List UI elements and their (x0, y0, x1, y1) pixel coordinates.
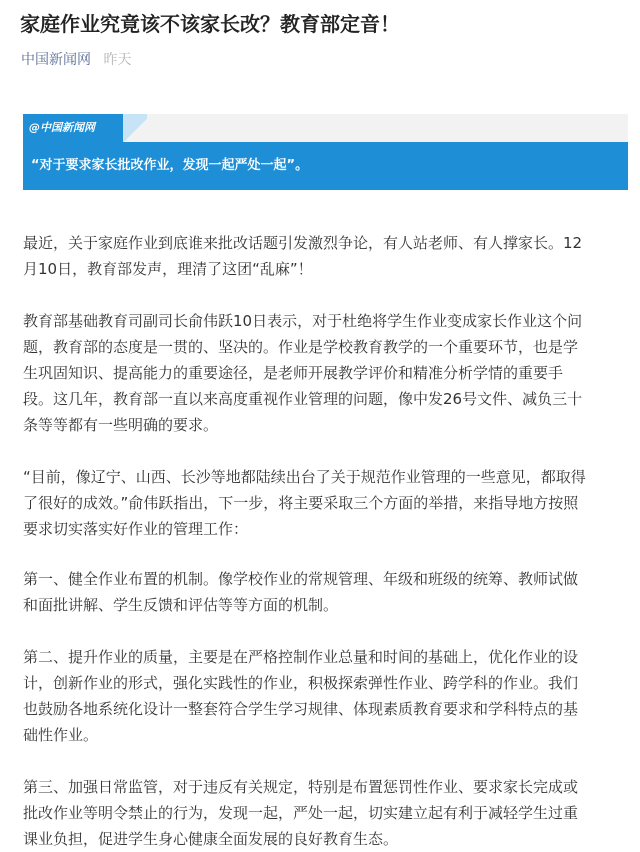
paragraph-line: 了很好的成效。”俞伟跃指出，下一步，将主要采取三个方面的举措，来指导地方按照 (23, 494, 579, 512)
paragraph-line: “目前，像辽宁、山西、长沙等地都陆续出台了关于规范作业管理的一些意见，都取得 (23, 468, 586, 486)
paragraph-6 (23, 774, 635, 852)
paragraph-line: 最近，关于家庭作业到底谁来批改话题引发激烈争论，有人站老师、有人撑家长。12 (23, 234, 583, 252)
paragraph-line: 第一、健全作业布置的机制。像学校作业的常规管理、年级和班级的统筹、教师试做 (23, 570, 579, 588)
quote-bar (23, 142, 628, 190)
paragraph-line: 第三、加强日常监管，对于违反有关规定，特别是布置惩罚性作业、要求家长完成或 (23, 778, 579, 796)
article-meta (21, 50, 131, 70)
paragraph-line: 要求切实落实好作业的管理工作： (23, 520, 249, 538)
article-title: 家庭作业究竟该不该家长改？教育部定音！ (20, 12, 400, 36)
paragraph-3 (23, 464, 635, 542)
paragraph-line: 条等等都有一些明确的要求。 (23, 416, 219, 434)
paragraph-line: 计，创新作业的形式，强化实践性的作业，积极探索弹性作业、跨学科的作业。我们 (23, 674, 579, 692)
paragraph-line: 题，教育部的态度是一贯的、坚决的。作业是学校教育教学的一个重要环节，也是学 (23, 338, 579, 356)
paragraph-line: 批改作业等明令禁止的行为，发现一起，严处一起，切实建立起有利于减轻学生过重 (23, 804, 579, 822)
paragraph-line: 生巩固知识、提高能力的重要途径，是老师开展教学评价和精准分析学情的重要手 (23, 364, 564, 382)
paragraph-4 (23, 566, 635, 618)
quote-tag: @中国新闻网 (23, 114, 123, 142)
paragraph-2 (23, 308, 635, 438)
paragraph-5 (23, 644, 635, 748)
paragraph-line: 和面批讲解、学生反馈和评估等等方面的机制。 (23, 596, 339, 614)
paragraph-line: 课业负担，促进学生身心健康全面发展的良好教育生态。 (23, 830, 399, 848)
paragraph-line: 月10日，教育部发声，理清了这团“乱麻”！ (23, 260, 313, 278)
paragraph-line: 第二、提升作业的质量，主要是在严格控制作业总量和时间的基础上，优化作业的设 (23, 648, 579, 666)
source-link[interactable]: 中国新闻网 (21, 52, 91, 68)
paragraph-1 (23, 230, 635, 282)
quote-card (23, 114, 628, 190)
quote-text: “对于要求家长批改作业，发现一起严处一起”。 (31, 158, 309, 173)
paragraph-line: 也鼓励各地系统化设计一整套符合学生学习规律、体现素质教育要求和学科特点的基 (23, 700, 579, 718)
publish-time: 昨天 (103, 52, 132, 68)
quote-tag-stripe (123, 114, 147, 142)
paragraph-line: 段。这几年，教育部一直以来高度重视作业管理的问题，像中发26号文件、减负三十 (23, 390, 583, 408)
paragraph-line: 教育部基础教育司副司长俞伟跃10日表示，对于杜绝将学生作业变成家长作业这个问 (23, 312, 583, 330)
paragraph-line: 础性作业。 (23, 726, 99, 744)
